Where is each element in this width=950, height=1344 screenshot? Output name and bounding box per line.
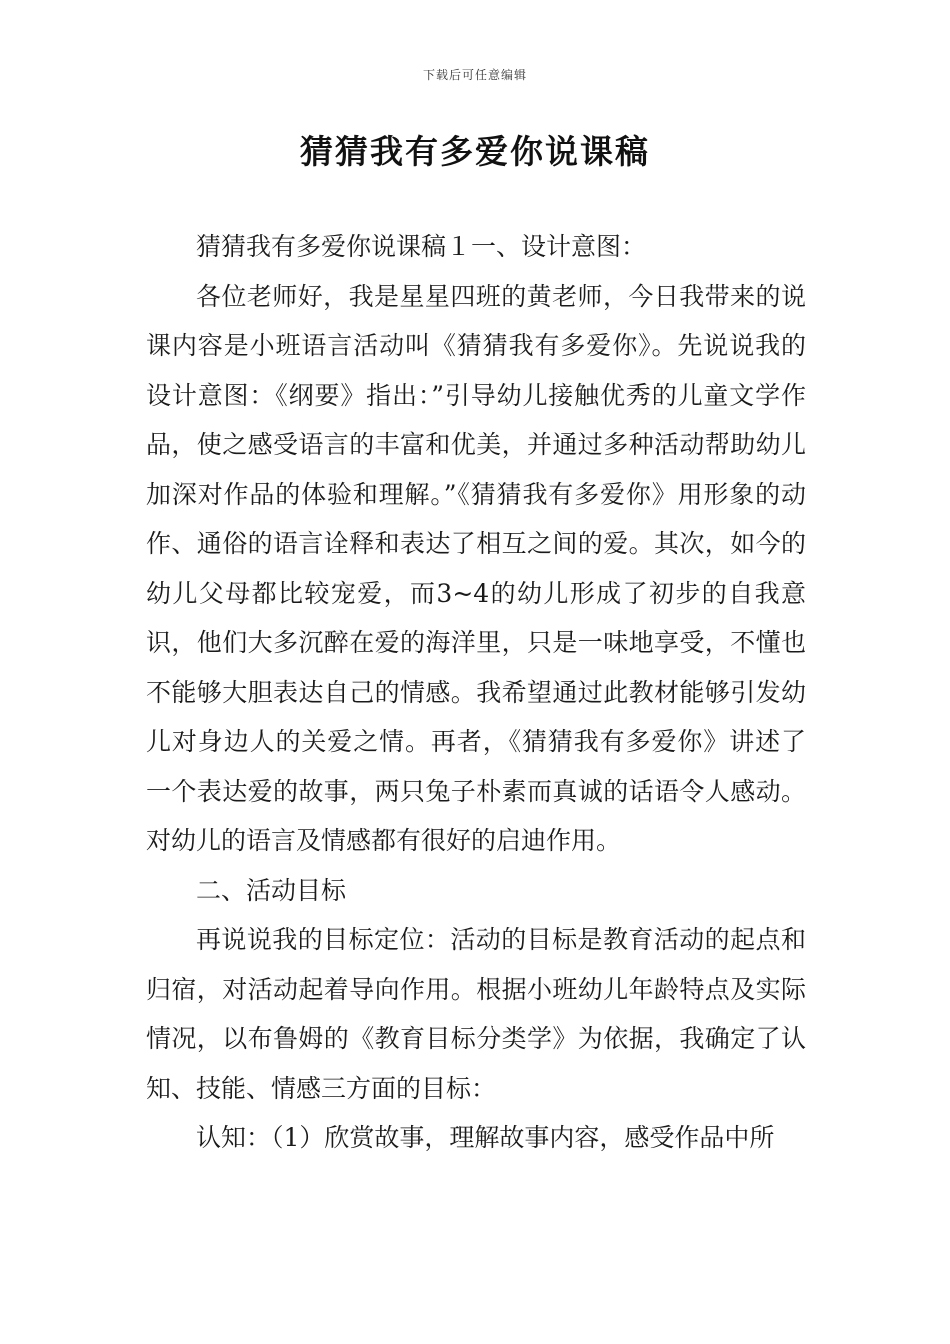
document-body (146, 222, 806, 1163)
paragraph-cognition-goal: 认知：（1）欣赏故事，理解故事内容，感受作品中所 (196, 1123, 775, 1152)
document-title: 猜猜我有多爱你说课稿 (300, 132, 650, 171)
paragraph-section-heading-1: 猜猜我有多爱你说课稿１一、设计意图： (196, 232, 647, 261)
paragraph-design-intent: 各位老师好，我是星星四班的黄老师，今日我带来的说课内容是小班语言活动叫《猜猜我有多爱你》。先说说我的设计意图：《纲要》指出：”引导幼儿接触优秀的儿童文学作品，使之感受语言的丰富和优美，并通过多种活动帮助幼儿加深对作品的体验和理解。”《猜猜我有多爱你》用形象的动作、通俗的语言诠释和表达了相互之间的爱。其次，如今的幼儿父母都比较宠爱，而3~4的幼儿形成了初步的自我意识，他们大多沉醉在爱的海洋里，只是一味地享受，不懂也不能够大胆表达自己的情感。我希望通过此教材能够引发幼儿对身边人的关爱之情。再者，《猜猜我有多爱你》讲述了一个表达爱的故事，两只兔子朴素而真诚的话语令人感动。对幼儿的语言及情感都有很好的启迪作用。 (146, 281, 806, 855)
paragraph-goal-positioning: 再说说我的目标定位：活动的目标是教育活动的起点和归宿，对活动起着导向作用。根据小班幼儿年龄特点及实际情况，以布鲁姆的《教育目标分类学》为依据，我确定了认知、技能、情感三方面的目标： (146, 925, 806, 1103)
header-note: 下载后可任意编辑 (422, 68, 527, 82)
paragraph-section-heading-2: 二、活动目标 (196, 875, 347, 905)
